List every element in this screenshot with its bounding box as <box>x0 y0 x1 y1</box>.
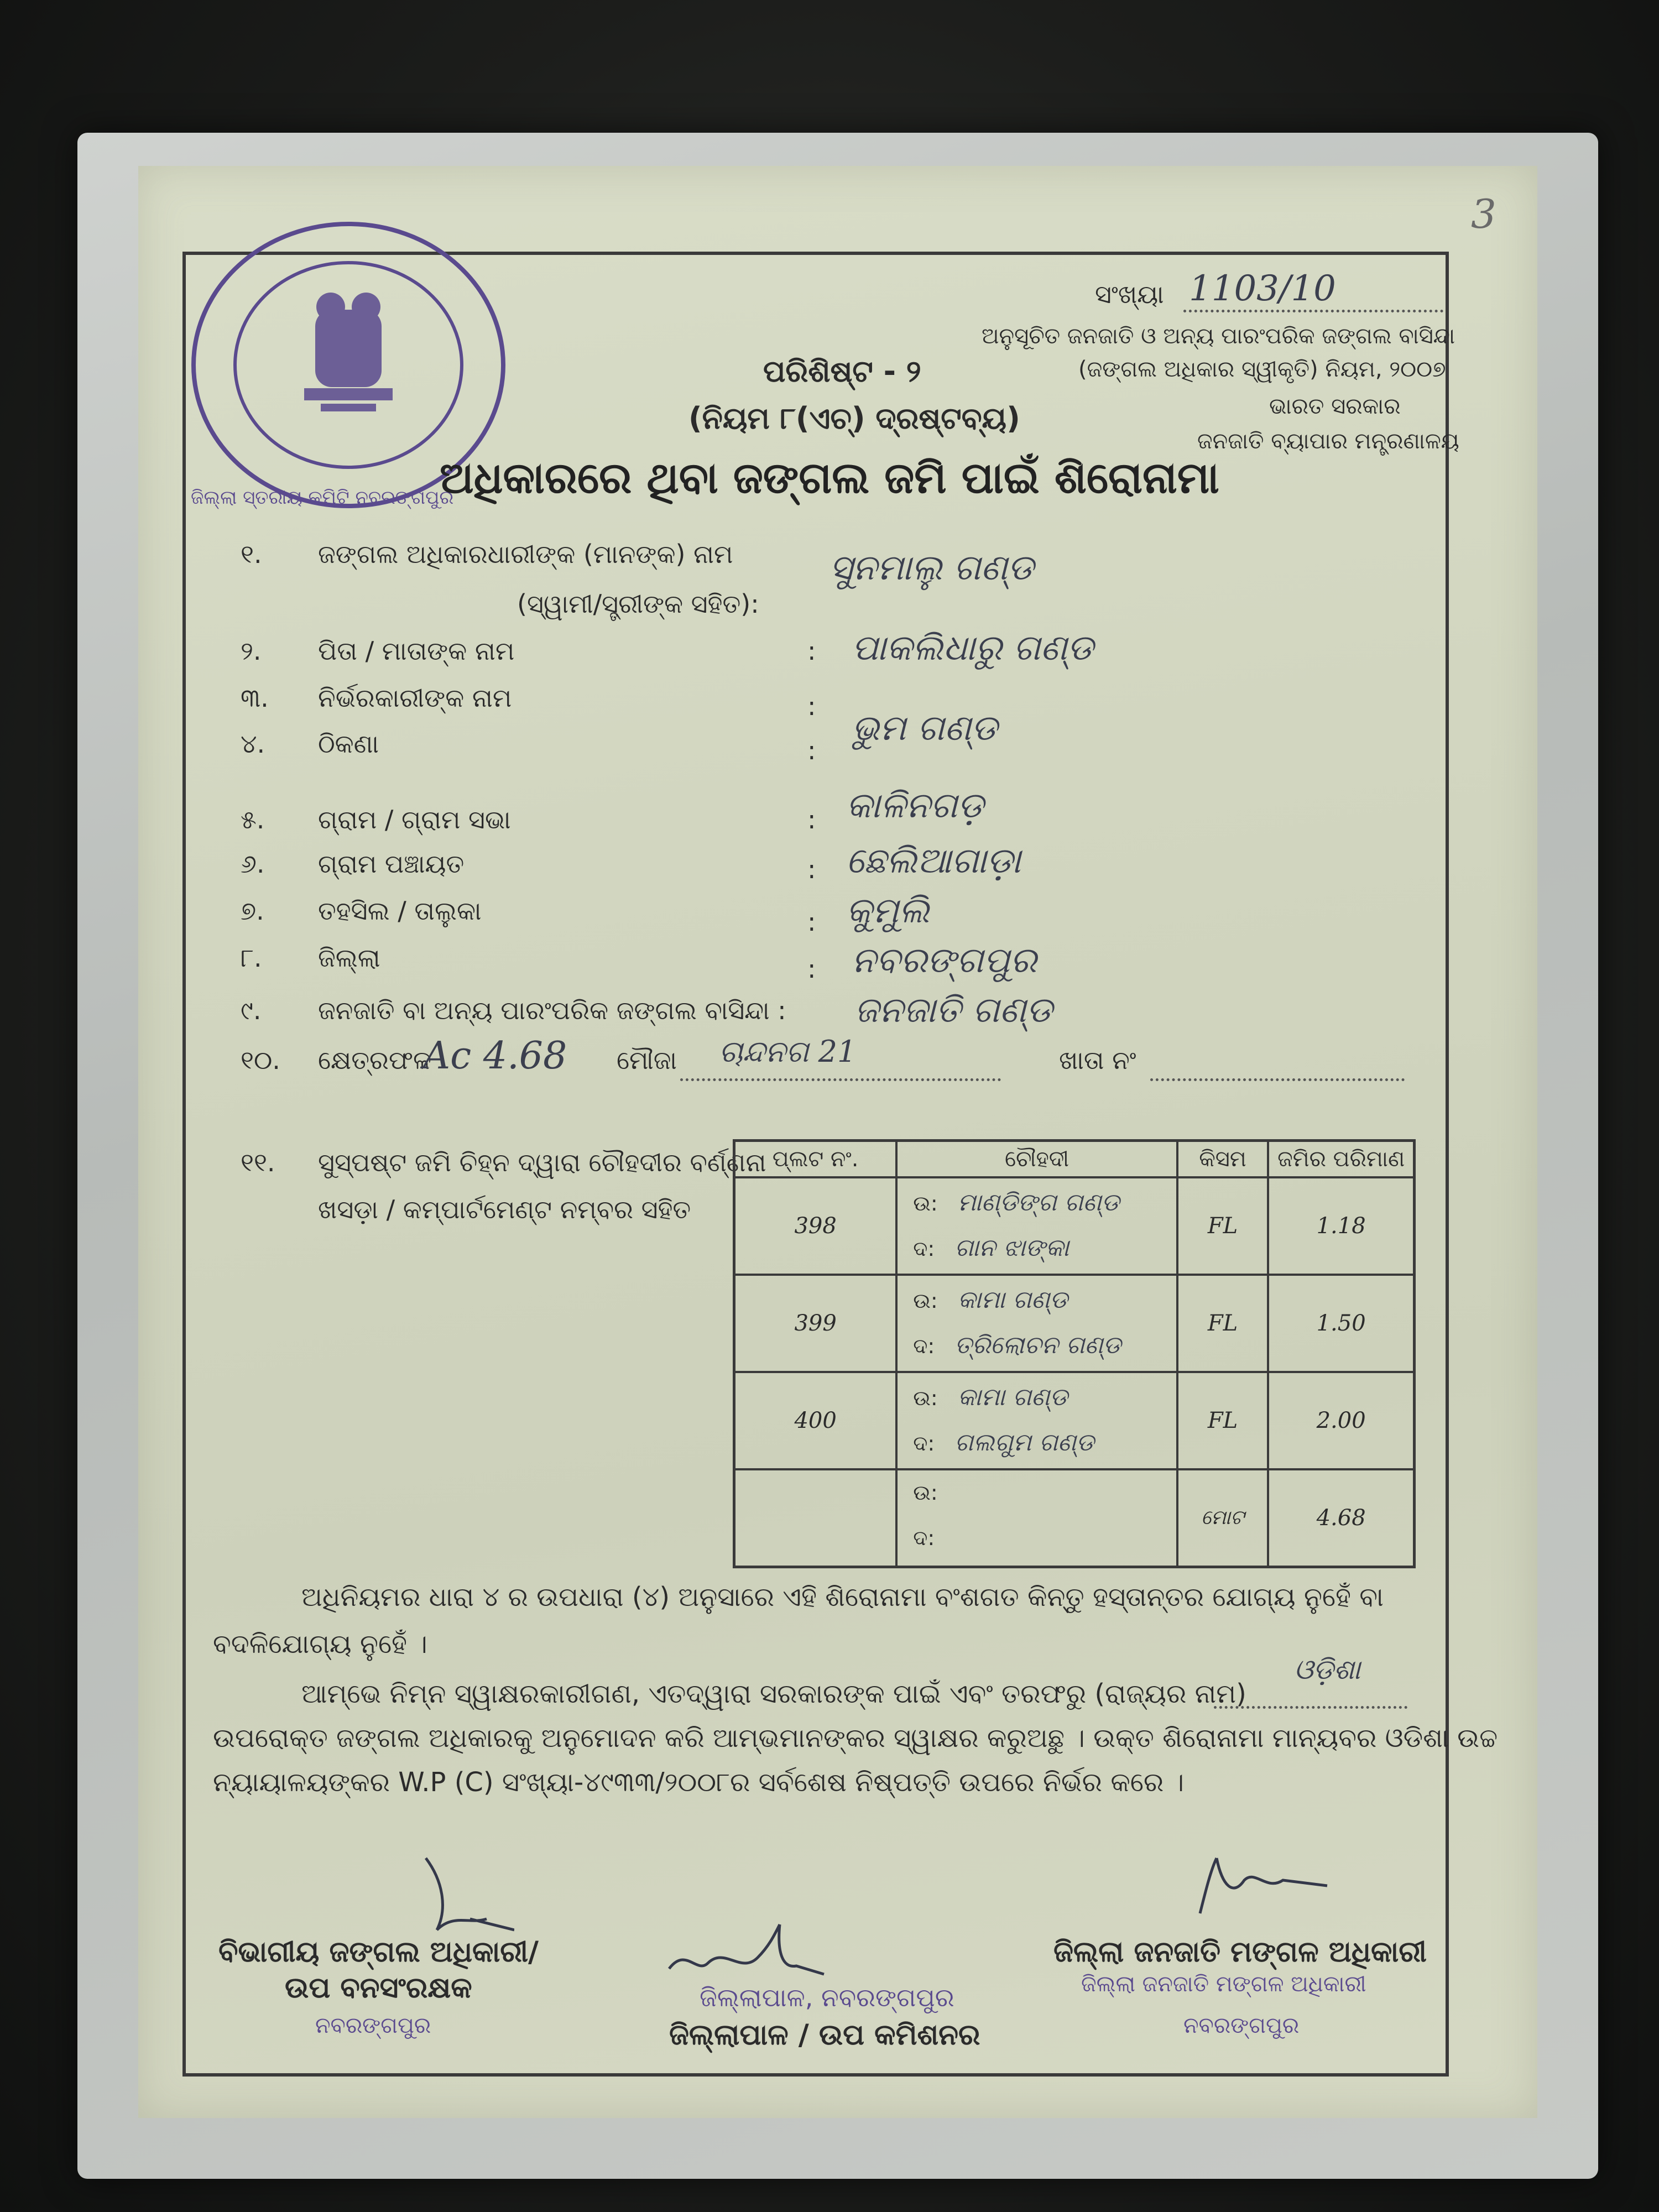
para1-line2: ବଦଳିଯୋଗ୍ୟ ନୁହେଁ । <box>213 1629 427 1660</box>
field-11-num: ୧୧. <box>241 1147 275 1177</box>
table-row <box>734 1275 1415 1372</box>
total-area-value: 4.68 <box>1268 1469 1414 1567</box>
signature-forest-officer <box>404 1847 514 1941</box>
field-6-colon: : <box>807 854 816 884</box>
field-7-label: ତହସିଲ / ତାଲୁକା <box>318 896 482 926</box>
area-label: କ୍ଷେତ୍ରଫଳ <box>318 1045 432 1075</box>
south-label: ଦ: <box>913 1526 935 1550</box>
field-9-label: ଜନଜାତି ବା ଅନ୍ୟ ପାରଂପରିକ ଜଙ୍ଗଲ ବାସିନ୍ଦା : <box>318 995 786 1025</box>
para2-line3: ନ୍ୟାୟାଳୟଙ୍କର W.P (C) ସଂଖ୍ୟା-୪୯୩୩/୨୦୦୮ର ସର୍ବଶେଷ ନିଷ୍ପତ୍ତି ଉପରେ ନିର୍ଭର କରେ । <box>213 1767 1185 1798</box>
schedule-label: ପରିଶିଷ୍ଟ - ୨ <box>763 354 921 389</box>
state-dotted-line <box>1214 1706 1407 1709</box>
mouza-value: ଚାନ୍ଦନଗ 21 <box>719 1034 857 1069</box>
field-1-value: ସୁନମାଲୁ ଗଣ୍ଡ <box>830 547 1034 588</box>
area-value: Ac 4.68 <box>423 1034 567 1078</box>
south-label: ଦ: <box>913 1334 935 1358</box>
boundary-label-line2: ଖସଡ଼ା / କମ୍ପାର୍ଟମେଣ୍ଟ ନମ୍ବର ସହିତ <box>318 1194 691 1224</box>
field-3-num: ୩. <box>241 683 269 713</box>
table-row-total <box>734 1469 1415 1567</box>
plot-number: 399 <box>734 1275 897 1372</box>
table-row <box>734 1177 1415 1275</box>
north-label: ଉ: <box>913 1191 938 1215</box>
field-4-label: ଠିକଣା <box>318 729 379 759</box>
field-2-colon: : <box>807 636 816 666</box>
kisam-value: FL <box>1177 1372 1269 1469</box>
mouza-dotted-line <box>680 1078 1001 1081</box>
south-value: ତ୍ରିଲୋଚନ ଗଣ୍ଡ <box>954 1331 1121 1359</box>
page-number-mark: 3 <box>1471 191 1496 237</box>
rule-reference: (ନିୟମ ୮(ଏଚ୍) ଦ୍ରଷ୍ଟବ୍ୟ) <box>688 401 1020 436</box>
field-5-value: କାଳିନଗଡ଼ <box>846 785 984 826</box>
field-10-num: ୧୦. <box>241 1045 280 1075</box>
field-7-num: ୭. <box>241 896 264 926</box>
total-label: ମୋଟ <box>1177 1469 1269 1567</box>
boundary-cell <box>896 1469 1177 1567</box>
serial-label: ସଂଖ୍ୟା <box>1095 279 1164 309</box>
field-9-num: ୯. <box>241 995 262 1025</box>
boundary-table-header <box>734 1141 1415 1178</box>
field-6-value: ଛେଲିଆଗାଡ଼ା <box>846 841 1021 881</box>
field-4-num: ୪. <box>241 729 265 759</box>
serial-dotted-line <box>1183 310 1443 312</box>
north-value: କାମା ଗଣ୍ଡ <box>957 1383 1068 1411</box>
land-area-value: 1.18 <box>1268 1177 1414 1275</box>
table-row <box>734 1372 1415 1469</box>
field-8-num: ୮. <box>241 943 262 973</box>
state-name: ଓଡ଼ିଶା <box>1294 1653 1361 1686</box>
header-kisam: କିସମ <box>1177 1141 1269 1178</box>
ministry-name: ଜନଜାତି ବ୍ୟାପାର ମନ୍ତ୍ରଣାଳୟ <box>1197 429 1459 454</box>
north-value: ମାଣ୍ଡିଙ୍ଗ ଗଣ୍ଡ <box>957 1188 1120 1217</box>
boundary-cell <box>896 1372 1177 1469</box>
field-5-colon: : <box>807 805 816 834</box>
north-label: ଉ: <box>913 1480 938 1505</box>
field-2-value: ପାକଲିଧାରୁ ଗଣ୍ଡ <box>852 628 1094 669</box>
field-1-label: ଜଙ୍ଗଲ ଅଧିକାରଧାରୀଙ୍କ (ମାନଙ୍କ) ନାମ <box>318 539 733 569</box>
plot-number: 400 <box>734 1372 897 1469</box>
signatory-2-seal: ଜିଲ୍ଲାପାଳ, ନବରଙ୍ଗପୁର <box>700 1983 954 2012</box>
certificate-title: ଅଧିକାରରେ ଥିବା ଜଙ୍ଗଲ ଜମି ପାଇଁ ଶିରୋନାମା <box>440 453 1219 503</box>
khata-label: ଖାତା ନଂ <box>1059 1045 1136 1075</box>
khata-dotted-line <box>1150 1078 1405 1081</box>
south-label: ଦ: <box>913 1431 935 1455</box>
field-4-colon: : <box>807 735 816 765</box>
south-value: ଗଲଗୁମ ଗଣ୍ଡ <box>954 1428 1094 1457</box>
land-area-value: 2.00 <box>1268 1372 1414 1469</box>
para1-line1: ଅଧିନିୟମର ଧାରା ୪ ର ଉପଧାରା (୪) ଅନୁସାରେ ଏହି ଶିରୋନାମା ବଂଶଗତ କିନ୍ତୁ ହସ୍ତାନ୍ତର ଯୋଗ୍ୟ ନୁହେଁ ବା <box>301 1582 1384 1613</box>
field-5-num: ୫. <box>241 805 265 834</box>
field-8-label: ଜିଲ୍ଲା <box>318 943 380 973</box>
header-plot-no: ପ୍ଲଟ ନଂ. <box>734 1141 897 1178</box>
signatory-1-seal: ନବରଙ୍ଗପୁର <box>315 2013 431 2038</box>
north-label: ଉ: <box>913 1386 938 1410</box>
field-1-num: ୧. <box>241 539 262 569</box>
north-value: କାମା ଗଣ୍ଡ <box>957 1286 1068 1314</box>
signatory-3-seal-line: ଜିଲ୍ଲା ଜନଜାତି ମଙ୍ଗଳ ଅଧିକାରୀ <box>1081 1971 1366 1997</box>
signature-collector <box>664 1913 830 1991</box>
seal-text: ଜିଲ୍ଲା ସ୍ତରୀୟ କମିଟି ନବରଙ୍ଗପୁର <box>191 487 454 509</box>
serial-value: 1103/10 <box>1189 268 1336 309</box>
signatory-2-title: ଜିଲ୍ଲାପାଳ / ଉପ କମିଶନର <box>669 2018 980 2052</box>
boundary-label-line1: ସୁସ୍ପଷ୍ଟ ଜମି ଚିହ୍ନ ଦ୍ୱାରା ଚୌହଦୀର ବର୍ଣ୍ଣନା <box>318 1147 766 1177</box>
field-7-value: କୁମୁଲି <box>846 890 930 931</box>
field-2-label: ପିତା / ମାତାଙ୍କ ନାମ <box>318 636 515 666</box>
para2-line1: ଆମ୍ଭେ ନିମ୍ନ ସ୍ୱାକ୍ଷରକାରୀଗଣ, ଏତଦ୍ୱାରା ସରକାରଙ୍କ ପାଇଁ ଏବଂ ତରଫରୁ (ରାଜ୍ୟର ନାମ) <box>301 1678 1246 1709</box>
field-6-num: ୬. <box>241 849 265 879</box>
header-land-area: ଜମିର ପରିମାଣ <box>1268 1141 1414 1178</box>
field-8-colon: : <box>807 954 816 984</box>
act-name-line1: ଅନୁସୂଚିତ ଜନଜାତି ଓ ଅନ୍ୟ ପାରଂପରିକ ଜଙ୍ଗଲ ବାସିନ୍ଦା <box>982 324 1455 349</box>
mouza-label: ମୌଜା <box>617 1045 677 1075</box>
para2-line2: ଉପରୋକ୍ତ ଜଙ୍ଗଲ ଅଧିକାରକୁ ଅନୁମୋଦନ କରି ଆମ୍ଭମାନଙ୍କର ସ୍ୱାକ୍ଷର କରୁଅଛୁ । ଉକ୍ତ ଶିରୋନାମା ମାନ୍ୟବର ଓଡିଶା ଉଚ୍ଚ <box>213 1723 1498 1754</box>
field-6-label: ଗ୍ରାମ ପଞ୍ଚାୟତ <box>318 849 465 879</box>
boundary-table <box>733 1139 1416 1568</box>
plot-number <box>734 1469 897 1567</box>
boundary-cell <box>896 1177 1177 1275</box>
field-4-value: ଭୁମ ଗଣ୍ଡ <box>852 708 998 749</box>
land-area-value: 1.50 <box>1268 1275 1414 1372</box>
signatory-1-title: ବିଭାଗୀୟ ଜଙ୍ଗଲ ଅଧିକାରୀ/ <box>218 1936 539 1969</box>
boundary-cell <box>896 1275 1177 1372</box>
field-2-num: ୨. <box>241 636 262 666</box>
field-3-label: ନିର୍ଭରକାରୀଙ୍କ ନାମ <box>318 683 512 713</box>
field-3-colon: : <box>807 691 816 721</box>
signatory-3-seal: ନବରଙ୍ଗପୁର <box>1183 2013 1300 2038</box>
field-1-sublabel: (ସ୍ୱାମୀ/ସ୍ତ୍ରୀଙ୍କ ସହିତ): <box>517 589 759 619</box>
govt-name: ଭାରତ ସରକାର <box>1269 394 1401 419</box>
kisam-value: FL <box>1177 1275 1269 1372</box>
signature-tribal-officer <box>1189 1847 1333 1924</box>
act-name-line2: (ଜଙ୍ଗଲ ଅଧିକାର ସ୍ୱୀକୃତି) ନିୟମ, ୨୦୦୭ <box>1078 357 1446 382</box>
field-7-colon: : <box>807 907 816 937</box>
kisam-value: FL <box>1177 1177 1269 1275</box>
field-5-label: ଗ୍ରାମ / ଗ୍ରାମ ସଭା <box>318 805 511 834</box>
signatory-3-title: ଜିଲ୍ଲା ଜନଜାତି ମଙ୍ଗଳ ଅଧିକାରୀ <box>1053 1936 1427 1969</box>
south-label: ଦ: <box>913 1237 935 1261</box>
field-9-value: ଜନଜାତି ଗଣ୍ଡ <box>854 990 1053 1031</box>
header-boundary: ଚୌହଦୀ <box>896 1141 1177 1178</box>
north-label: ଉ: <box>913 1288 938 1313</box>
signatory-1-subtitle: ଉପ ବନସଂରକ୍ଷକ <box>285 1971 472 2005</box>
plot-number: 398 <box>734 1177 897 1275</box>
field-8-value: ନବରଙ୍ଗପୁର <box>852 940 1037 981</box>
south-value: ଗାନ ଝାଙ୍କା <box>954 1234 1070 1262</box>
